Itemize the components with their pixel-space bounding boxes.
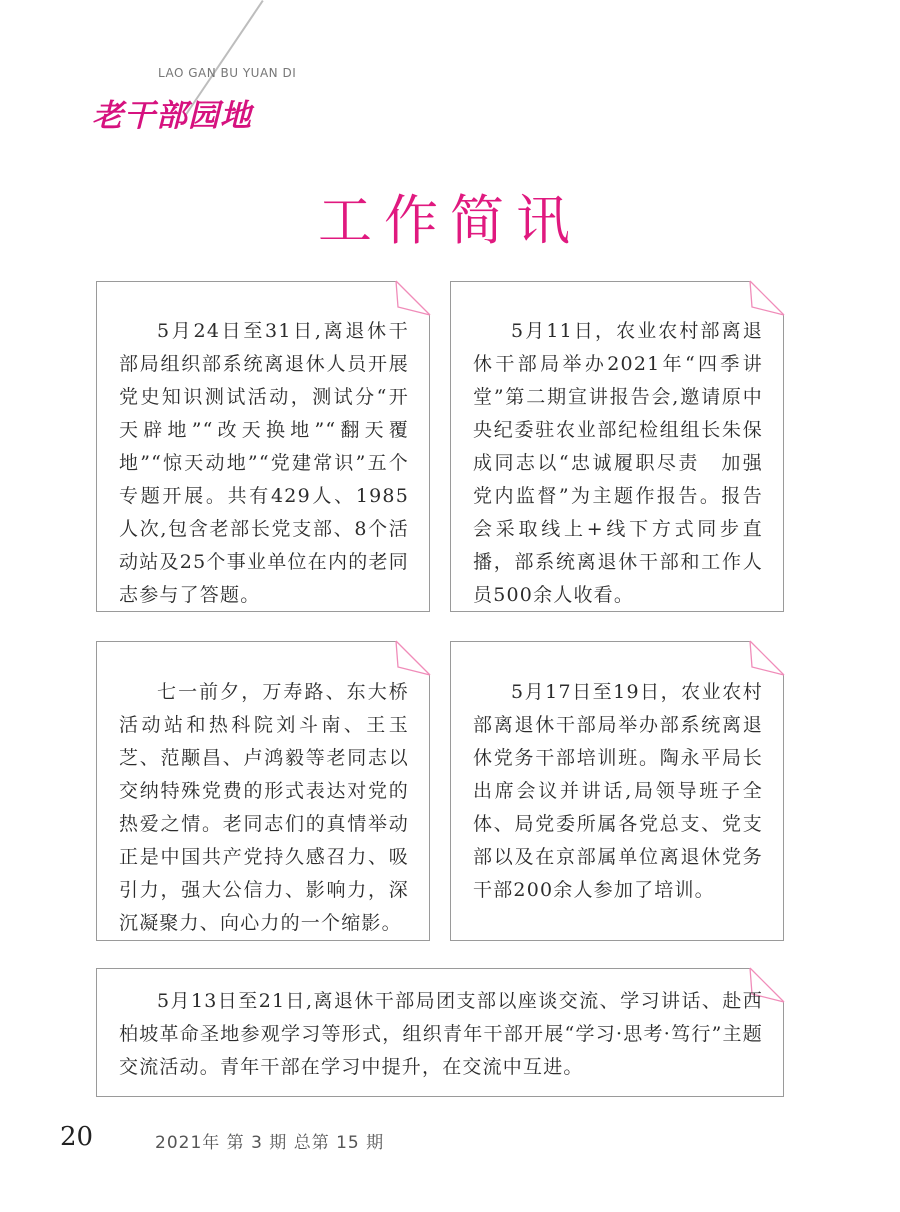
page-title: 工作简讯 bbox=[318, 189, 582, 252]
folded-corner-icon bbox=[396, 641, 430, 675]
news-note-text: 5月17日至19日，农业农村部离退休干部局举办部系统离退休党务干部培训班。陶永平局长出席会议并讲话,局领导班子全体、局党委所属各党总支、党支部以及在京部属单位离退休党务干部200余人参加了培训。 bbox=[473, 681, 763, 901]
folded-corner-icon bbox=[396, 281, 430, 315]
news-note-text: 七一前夕，万寿路、东大桥活动站和热科院刘斗南、王玉芝、范颙昌、卢鸿毅等老同志以交纳特殊党费的形式表达对党的热爱之情。老同志们的真情举动正是中国共产党持久感召力、吸引力，强大公信力、影响力，深沉凝聚力、向心力的一个缩影。 bbox=[119, 681, 409, 934]
page-number: 20 bbox=[60, 1122, 94, 1152]
news-note-1 bbox=[96, 281, 430, 612]
folded-corner-icon bbox=[750, 281, 784, 315]
folded-corner-icon bbox=[750, 641, 784, 675]
news-note-5 bbox=[96, 968, 784, 1097]
news-note-text: 5月11日，农业农村部离退休干部局举办2021年“四季讲堂”第二期宣讲报告会,邀请原中央纪委驻农业部纪检组组长朱保成同志以“忠诚履职尽责 加强党内监督”为主题作报告。报告会采取线上+线下方式同步直播，部系统离退休干部和工作人员500余人收看。 bbox=[473, 320, 763, 606]
magazine-name-english: LAO GAN BU YUAN DI bbox=[158, 66, 297, 80]
news-note-text: 5月13日至21日,离退休干部局团支部以座谈交流、学习讲话、赴西柏坡革命圣地参观学习等形式，组织青年干部开展“学习·思考·笃行”主题交流活动。青年干部在学习中提升，在交流中互进。 bbox=[119, 990, 763, 1078]
magazine-logo-text: 老干部园地 bbox=[92, 98, 252, 134]
news-note-3 bbox=[96, 641, 430, 941]
issue-info: 2021年 第 3 期 总第 15 期 bbox=[155, 1133, 385, 1153]
news-note-text: 5月24日至31日,离退休干部局组织部系统离退休人员开展党史知识测试活动，测试分“开天辟地”“改天换地”“翻天覆地”“惊天动地”“党建常识”五个专题开展。共有429人、1985人次,包含老部长党支部、8个活动站及25个事业单位在内的老同志参与了答题。 bbox=[119, 320, 409, 606]
news-note-4 bbox=[450, 641, 784, 941]
news-note-2 bbox=[450, 281, 784, 612]
